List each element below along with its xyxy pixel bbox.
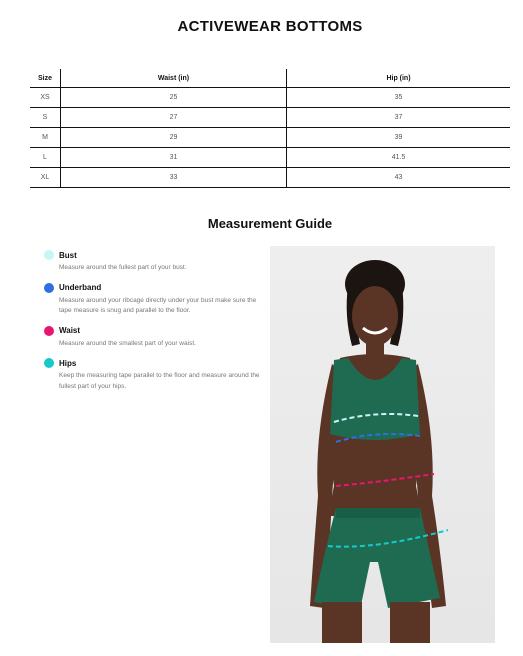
right-leg-shape	[390, 602, 430, 643]
model-photo	[270, 246, 495, 643]
shorts-shape	[314, 508, 440, 610]
waistband-shape	[336, 508, 420, 518]
guide-item-name: Hips	[59, 358, 77, 368]
guide-item-name: Bust	[59, 250, 77, 260]
cell-size: L	[30, 148, 61, 168]
cell-size: S	[30, 108, 61, 128]
guide-item-name: Waist	[59, 326, 81, 335]
cell-waist: 33	[61, 168, 287, 188]
underband-color-dot-icon	[44, 283, 54, 293]
cell-size: XL	[30, 168, 61, 188]
guide-item-description: Keep the measuring tape parallel to the floor and measure around the fullest part of your hips.	[59, 372, 260, 390]
cell-waist: 31	[61, 148, 287, 168]
table-header-row	[30, 69, 510, 88]
guide-item-underband	[44, 283, 269, 317]
guide-item-description: Measure around the fullest part of your bust.	[59, 264, 187, 271]
guide-item-description: Measure around your ribcage directly under your bust make sure the tape measure is snug and parallel to the floor.	[59, 296, 257, 314]
guide-item-bust	[44, 250, 269, 274]
bust-color-dot-icon	[44, 250, 54, 260]
header-size: Size	[30, 69, 61, 88]
table-row	[30, 108, 510, 128]
table-row	[30, 128, 510, 148]
table-row	[30, 88, 510, 108]
guide-item-hips	[44, 358, 269, 392]
cell-size: M	[30, 128, 61, 148]
cell-hip: 41.5	[287, 148, 511, 168]
waist-color-dot-icon	[44, 326, 54, 336]
measurement-guide-list	[44, 250, 269, 401]
header-hip: Hip (in)	[287, 69, 511, 88]
cell-waist: 25	[61, 88, 287, 108]
header-waist: Waist (in)	[61, 69, 287, 88]
cell-waist: 27	[61, 108, 287, 128]
cell-size: XS	[30, 88, 61, 108]
measurement-guide-title: Measurement Guide	[207, 216, 333, 231]
cell-hip: 35	[287, 88, 511, 108]
table-row	[30, 148, 510, 168]
guide-item-description: Measure around the smallest part of your waist.	[59, 339, 196, 347]
cell-hip: 39	[287, 128, 511, 148]
model-illustration	[270, 246, 495, 643]
left-leg-shape	[322, 602, 362, 643]
guide-item-waist	[44, 326, 269, 350]
size-chart-table	[30, 69, 510, 188]
guide-item-name: Underband	[59, 283, 102, 292]
head-shape	[352, 286, 398, 346]
hips-color-dot-icon	[44, 358, 54, 368]
cell-hip: 43	[287, 168, 511, 188]
page-title: ACTIVEWEAR BOTTOMS	[177, 18, 363, 35]
cell-hip: 37	[287, 108, 511, 128]
cell-waist: 29	[61, 128, 287, 148]
table-row	[30, 168, 510, 188]
